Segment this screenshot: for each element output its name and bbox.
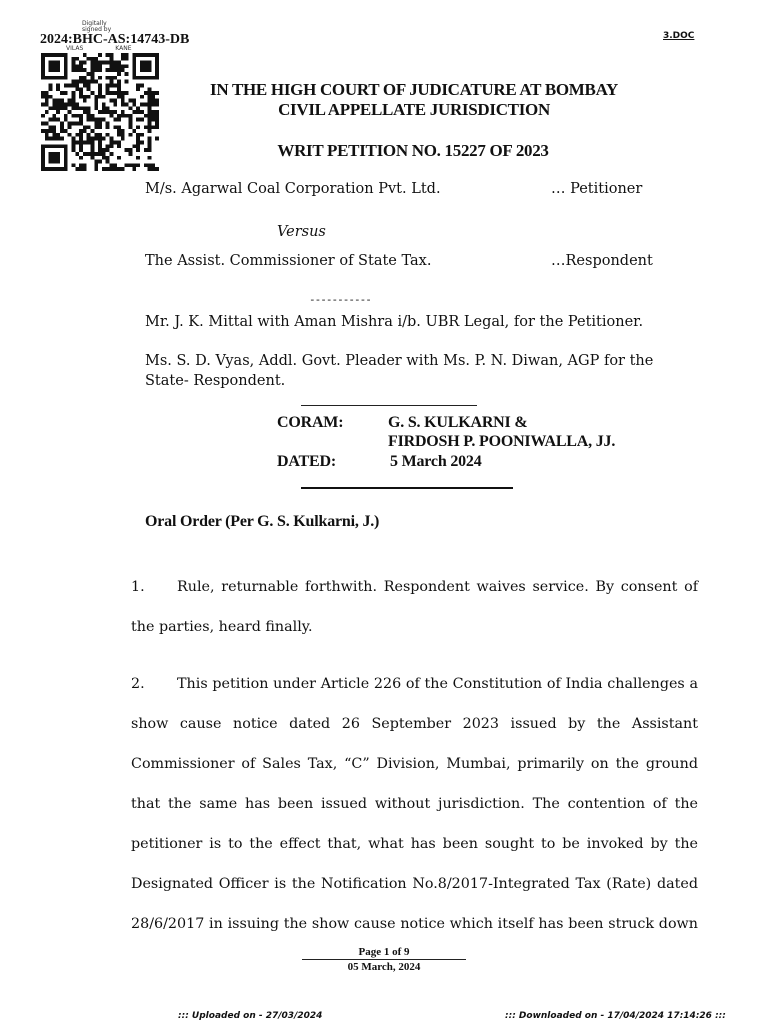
document-tag: 3.DOC xyxy=(663,31,695,41)
paragraph-2-line: Designated Officer is the Notification No.8/2017-Integrated Tax (Rate) dated xyxy=(131,876,698,892)
downloaded-on-stamp: ::: Downloaded on - 17/04/2024 17:14:26 ::: xyxy=(505,1011,726,1021)
coram-top-rule xyxy=(301,405,477,406)
paragraph-2-line: that the same has been issued without jurisdiction. The contention of the xyxy=(131,796,698,812)
paragraph-2-line: Commissioner of Sales Tax, “C” Division, Mumbai, primarily on the ground xyxy=(131,756,698,772)
paragraph-2-line: petitioner is to the effect that, what has been sought to be invoked by the xyxy=(131,836,698,852)
respondent-counsel-line1: Ms. S. D. Vyas, Addl. Govt. Pleader with Ms. P. N. Diwan, AGP for the xyxy=(145,353,654,369)
petitioner-role: … Petitioner xyxy=(551,181,643,197)
case-citation-id: 2024:BHC-AS:14743-DB xyxy=(40,32,190,47)
signature-name-last: KANE xyxy=(115,45,132,52)
footer-date: 05 March, 2024 xyxy=(347,961,421,973)
petitioner-counsel: Mr. J. K. Mittal with Aman Mishra i/b. UBR Legal, for the Petitioner. xyxy=(145,314,644,330)
respondent-name: The Assist. Commissioner of State Tax. xyxy=(145,253,432,269)
coram-bottom-rule xyxy=(301,487,513,489)
parties-separator: ----------- xyxy=(309,293,371,306)
signature-line: Digitally xyxy=(82,20,107,27)
signature-line: signed by xyxy=(82,26,112,33)
paragraph-1-line: Rule, returnable forthwith. Respondent waives service. By consent of xyxy=(177,579,698,595)
coram-label: CORAM: xyxy=(277,414,344,431)
jurisdiction-heading: CIVIL APPELLATE JURISDICTION xyxy=(278,100,550,119)
petition-number-heading: WRIT PETITION NO. 15227 OF 2023 xyxy=(277,141,549,160)
uploaded-on-stamp: ::: Uploaded on - 27/03/2024 xyxy=(178,1011,323,1021)
footer-rule xyxy=(302,959,466,960)
versus-label: Versus xyxy=(277,224,326,240)
paragraph-2-line: show cause notice dated 26 September 2023 issued by the Assistant xyxy=(131,716,698,732)
order-date: 5 March 2024 xyxy=(390,453,482,470)
qr-code-icon xyxy=(38,53,162,171)
signature-name-first: VILAS xyxy=(66,45,84,52)
order-heading: Oral Order (Per G. S. Kulkarni, J.) xyxy=(145,513,380,530)
paragraph-2-number: 2. xyxy=(131,676,145,692)
respondent-counsel-line2: State- Respondent. xyxy=(145,373,286,389)
paragraph-2-line: This petition under Article 226 of the Constitution of India challenges a xyxy=(177,676,698,692)
dated-label: DATED: xyxy=(277,453,336,470)
coram-judge-1: G. S. KULKARNI & xyxy=(388,414,528,431)
court-name-heading: IN THE HIGH COURT OF JUDICATURE AT BOMBAY xyxy=(210,80,618,99)
petitioner-name: M/s. Agarwal Coal Corporation Pvt. Ltd. xyxy=(145,181,441,197)
paragraph-1-line: the parties, heard finally. xyxy=(131,619,313,635)
coram-judge-2: FIRDOSH P. POONIWALLA, JJ. xyxy=(388,433,616,450)
paragraph-2-line: 28/6/2017 in issuing the show cause notice which itself has been struck down xyxy=(131,916,698,932)
paragraph-1-number: 1. xyxy=(131,579,145,595)
respondent-role: …Respondent xyxy=(551,253,653,269)
page-number: Page 1 of 9 xyxy=(358,946,410,958)
